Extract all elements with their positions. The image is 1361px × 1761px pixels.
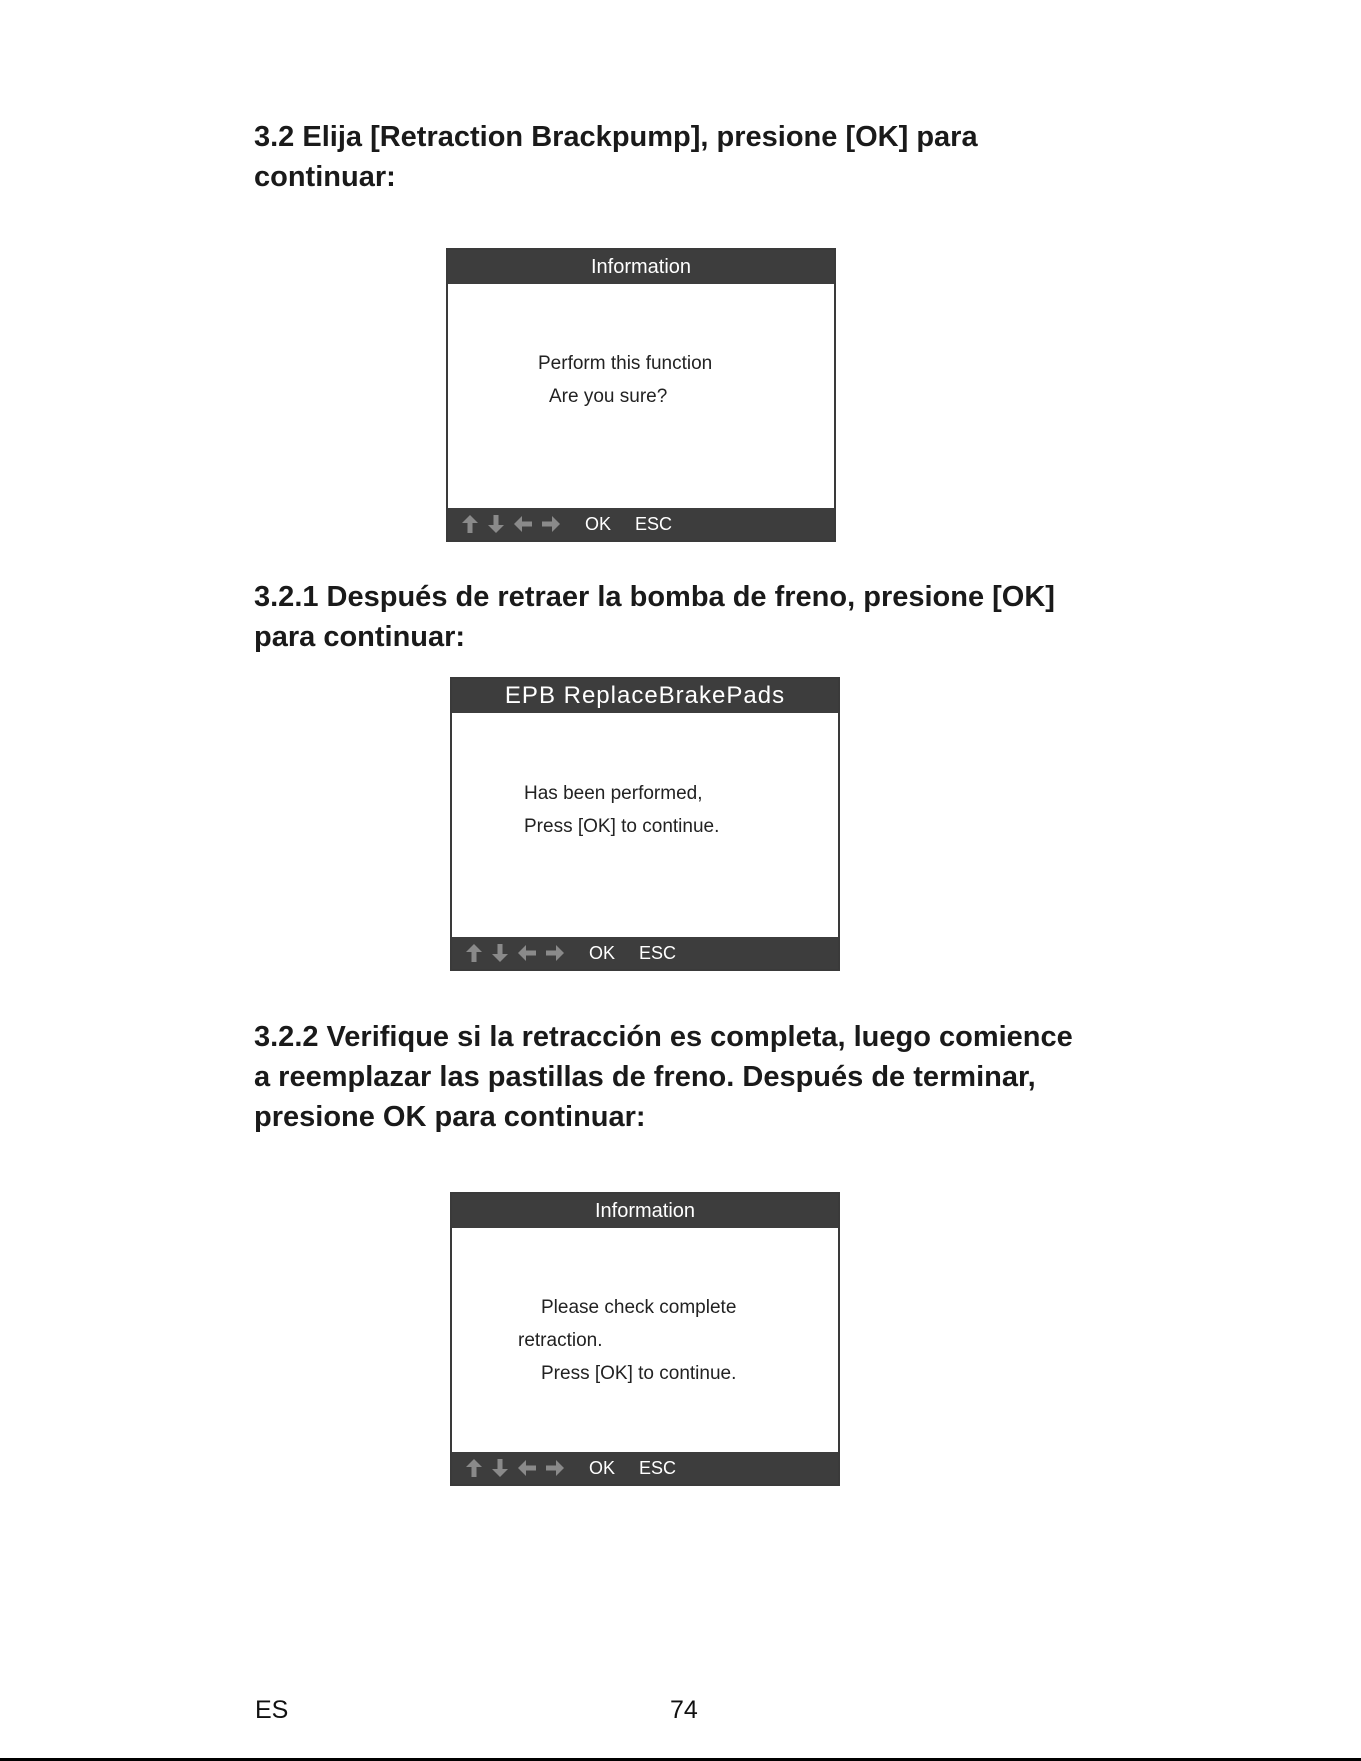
section-3-2-1-heading [254, 577, 1055, 657]
screen-message-line: retraction. [518, 1330, 603, 1351]
arrow-left-icon [518, 945, 536, 961]
esc-key[interactable]: ESC [635, 514, 673, 534]
screen-message-line: Press [OK] to continue. [541, 1363, 737, 1384]
screen-footer-bar [452, 937, 838, 969]
arrow-right-icon [542, 516, 560, 532]
ok-key[interactable]: OK [589, 943, 616, 963]
screen-body [452, 713, 838, 937]
screen-message-line: Are you sure? [549, 386, 668, 407]
arrow-right-icon [546, 1460, 564, 1476]
screen-body [448, 284, 834, 508]
heading-line: continuar: [254, 161, 396, 193]
arrow-down-icon [492, 1459, 508, 1477]
section-3-2-heading [254, 117, 978, 197]
arrow-down-icon [488, 515, 504, 533]
device-screen-performed [450, 677, 840, 971]
screen-body [452, 1228, 838, 1452]
heading-line: 3.2.2 Verifique si la retracción es completa, luego comience [254, 1021, 1073, 1053]
ok-key[interactable]: OK [585, 514, 612, 534]
navigation-arrows[interactable] [462, 515, 566, 533]
heading-line: a reemplazar las pastillas de freno. Después de terminar, [254, 1061, 1036, 1093]
arrow-up-icon [462, 515, 478, 533]
navigation-arrows[interactable] [466, 1459, 570, 1477]
screen-message-line: Press [OK] to continue. [524, 816, 720, 837]
screen-message-line: Perform this function [538, 353, 713, 374]
page-number: 74 [670, 1696, 698, 1724]
screen-footer-bar [448, 508, 834, 540]
device-screen-check-retraction [450, 1192, 840, 1486]
heading-line: 3.2.1 Después de retraer la bomba de freno, presione [OK] [254, 581, 1055, 613]
arrow-right-icon [546, 945, 564, 961]
screen-footer-bar [452, 1452, 838, 1484]
screen-title: EPB ReplaceBrakePads [452, 679, 838, 713]
screen-message-line: Has been performed, [524, 783, 703, 804]
arrow-up-icon [466, 944, 482, 962]
esc-key[interactable]: ESC [639, 943, 677, 963]
heading-line: presione OK para continuar: [254, 1101, 646, 1133]
footer-language: ES [255, 1696, 289, 1724]
arrow-down-icon [492, 944, 508, 962]
ok-key[interactable]: OK [589, 1458, 616, 1478]
esc-key[interactable]: ESC [639, 1458, 677, 1478]
screen-title: Information [452, 1194, 838, 1228]
arrow-left-icon [518, 1460, 536, 1476]
navigation-arrows[interactable] [466, 944, 570, 962]
arrow-up-icon [466, 1459, 482, 1477]
screen-title: Information [448, 250, 834, 284]
arrow-left-icon [514, 516, 532, 532]
section-3-2-2-heading [254, 1017, 1073, 1137]
heading-line: para continuar: [254, 621, 466, 653]
heading-line: 3.2 Elija [Retraction Brackpump], presione [OK] para [254, 121, 978, 153]
screen-message-line: Please check complete [541, 1297, 737, 1318]
device-screen-confirm [446, 248, 836, 542]
